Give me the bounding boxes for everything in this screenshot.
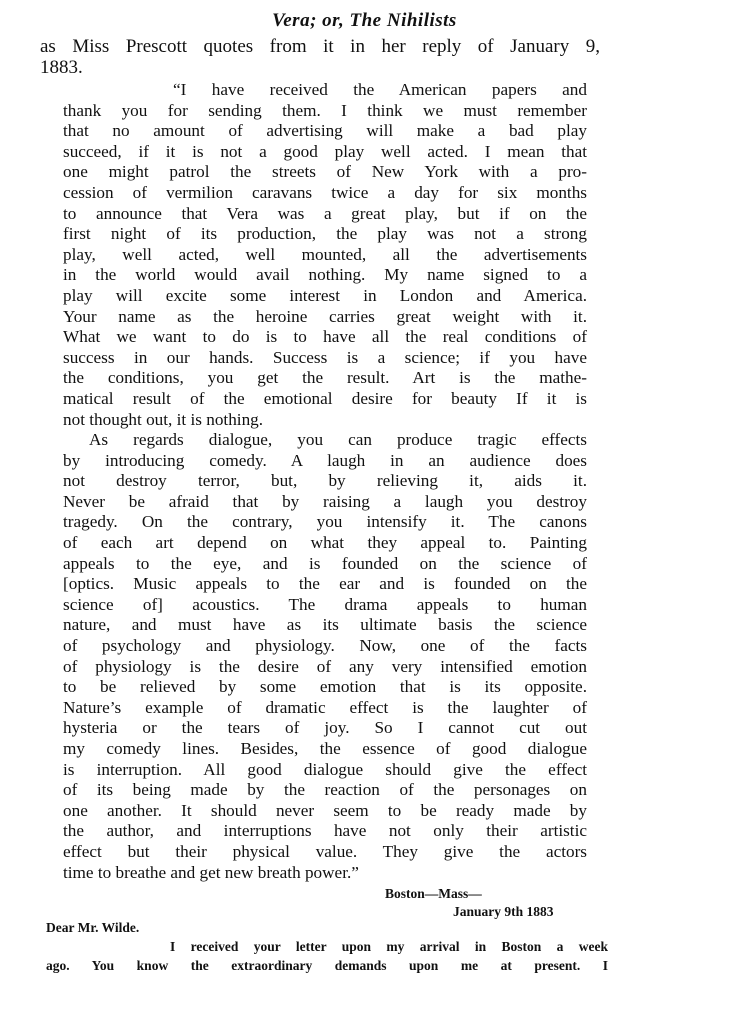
- text-line: play, well acted, well mounted, all the advertisements: [63, 244, 587, 264]
- text-line: As regards dialogue, you can produce tragic effects: [89, 430, 587, 450]
- text-line: of its being made by the reaction of the personages on: [63, 780, 587, 800]
- text-line: What we want to do is to have all the real conditions of: [63, 327, 587, 347]
- text-line: my comedy lines. Besides, the essence of good dialogue: [63, 739, 587, 758]
- text-line: Never be afraid that by raising a laugh you destroy: [63, 491, 587, 511]
- text-line: Nature’s example of dramatic effect is the laughter of: [63, 697, 587, 717]
- signature-date: January 9th 1883: [453, 904, 554, 919]
- text-line: of physiology is the desire of any very intensified emotion: [63, 656, 587, 676]
- text-line: success in our hands. Success is a science; if you have: [63, 347, 587, 367]
- text-line: time to breathe and get new breath power.”: [63, 862, 359, 882]
- text-line: Your name as the heroine carries great weight with it.: [63, 306, 587, 326]
- letter-salutation: Dear Mr. Wilde.: [46, 920, 140, 935]
- text-line: of psychology and physiology. Now, one of the facts: [63, 636, 587, 656]
- text-line: thank you for sending them. I think we must remember: [63, 100, 587, 120]
- text-line: one another. It should never seem to be ready made by: [63, 800, 587, 820]
- text-line: “I have received the American papers and: [173, 80, 587, 99]
- text-line: effect but their physical value. They give the actors: [63, 841, 587, 861]
- text-line: one might patrol the streets of New York with a pro-: [63, 162, 587, 182]
- text-line: cession of vermilion caravans twice a day for six months: [63, 182, 587, 202]
- lead-paragraph: [40, 36, 600, 78]
- text-line: tragedy. On the contrary, you intensify it. The canons: [63, 512, 587, 532]
- text-line: by introducing comedy. A laugh in an audience does: [63, 450, 587, 470]
- text-line: appeals to the eye, and is founded on the science of: [63, 553, 587, 573]
- text-line: as Miss Prescott quotes from it in her reply of January 9,: [40, 36, 600, 57]
- text-line: not thought out, it is nothing.: [63, 409, 264, 429]
- text-line: matical result of the emotional desire for beauty If it is: [63, 388, 587, 408]
- text-line: first night of its production, the play was not a strong: [63, 224, 587, 244]
- text-line: to be relieved by some emotion that is its opposite.: [63, 677, 587, 697]
- letter-body: [46, 937, 608, 975]
- text-line: not destroy terror, but, by relieving it, aids it.: [63, 471, 587, 491]
- quoted-letter: [63, 80, 587, 883]
- text-line: [optics. Music appeals to the ear and is founded on the: [63, 574, 587, 594]
- text-line: to announce that Vera was a great play, but if on the: [63, 203, 587, 223]
- text-line: the conditions, you get the result. Art is the mathe-: [63, 368, 587, 388]
- text-line: is interruption. All good dialogue should give the effect: [63, 759, 587, 779]
- text-line: that no amount of advertising will make a bad play: [63, 121, 587, 141]
- text-line: the author, and interruptions have not only their artistic: [63, 821, 587, 841]
- text-line: of each art depend on what they appeal to. Painting: [63, 533, 587, 553]
- text-line: play will excite some interest in London and America.: [63, 285, 587, 305]
- text-line: succeed, if it is not a good play well acted. I mean that: [63, 141, 587, 161]
- text-line: science of] acoustics. The drama appeals to human: [63, 594, 587, 614]
- text-line: nature, and must have as its ultimate basis the science: [63, 615, 587, 635]
- signature-place: Boston—Mass—: [385, 886, 482, 901]
- text-line: I received your letter upon my arrival in Boston a week: [170, 939, 608, 954]
- text-line: 1883.: [40, 57, 83, 78]
- text-line: ago. You know the extraordinary demands upon me at present. I: [46, 958, 608, 973]
- text-line: hysteria or the tears of joy. So I cannot cut out: [63, 718, 587, 738]
- text-line: in the world would avail nothing. My name signed to a: [63, 265, 587, 285]
- running-head: Vera; or, The Nihilists: [272, 10, 457, 31]
